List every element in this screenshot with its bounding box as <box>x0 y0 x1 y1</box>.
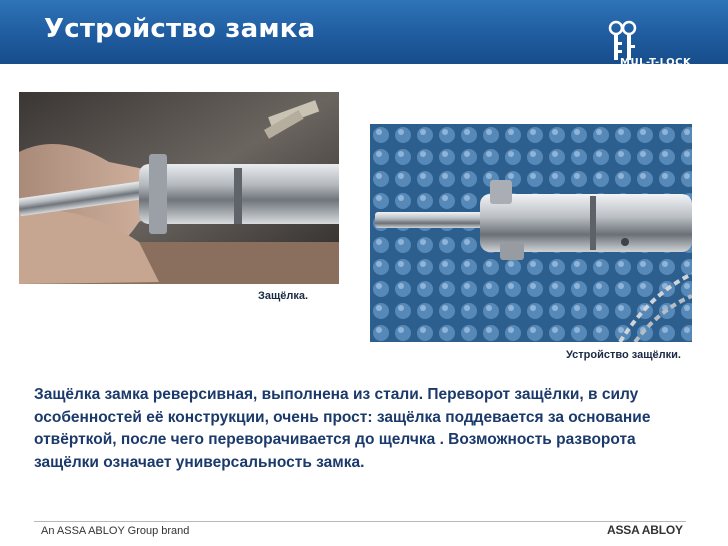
latch-structure-photo <box>370 124 692 342</box>
footer-divider <box>34 521 686 522</box>
footer-brand-text: An ASSA ABLOY Group brand <box>41 525 190 537</box>
description-text: Защёлка замка реверсивная, выполнена из стали. Переворот защёлки, в силу особенностей её конструкции, очень прост: защёлка поддевается за основание отвёрткой, после чего переворачивается до щелчка . Возможность разворота защёлки означает универсальность замка. <box>34 386 651 471</box>
slide-title: Устройство замка <box>44 14 316 44</box>
latch-structure-photo-caption: Устройство защёлки. <box>566 349 681 361</box>
latch-photo-caption: Защёлка. <box>258 290 309 302</box>
latch-photo <box>19 92 339 284</box>
logo-text: MUL-T-LOCK <box>620 57 692 68</box>
assa-abloy-logo: ASSA ABLOY <box>607 523 683 537</box>
